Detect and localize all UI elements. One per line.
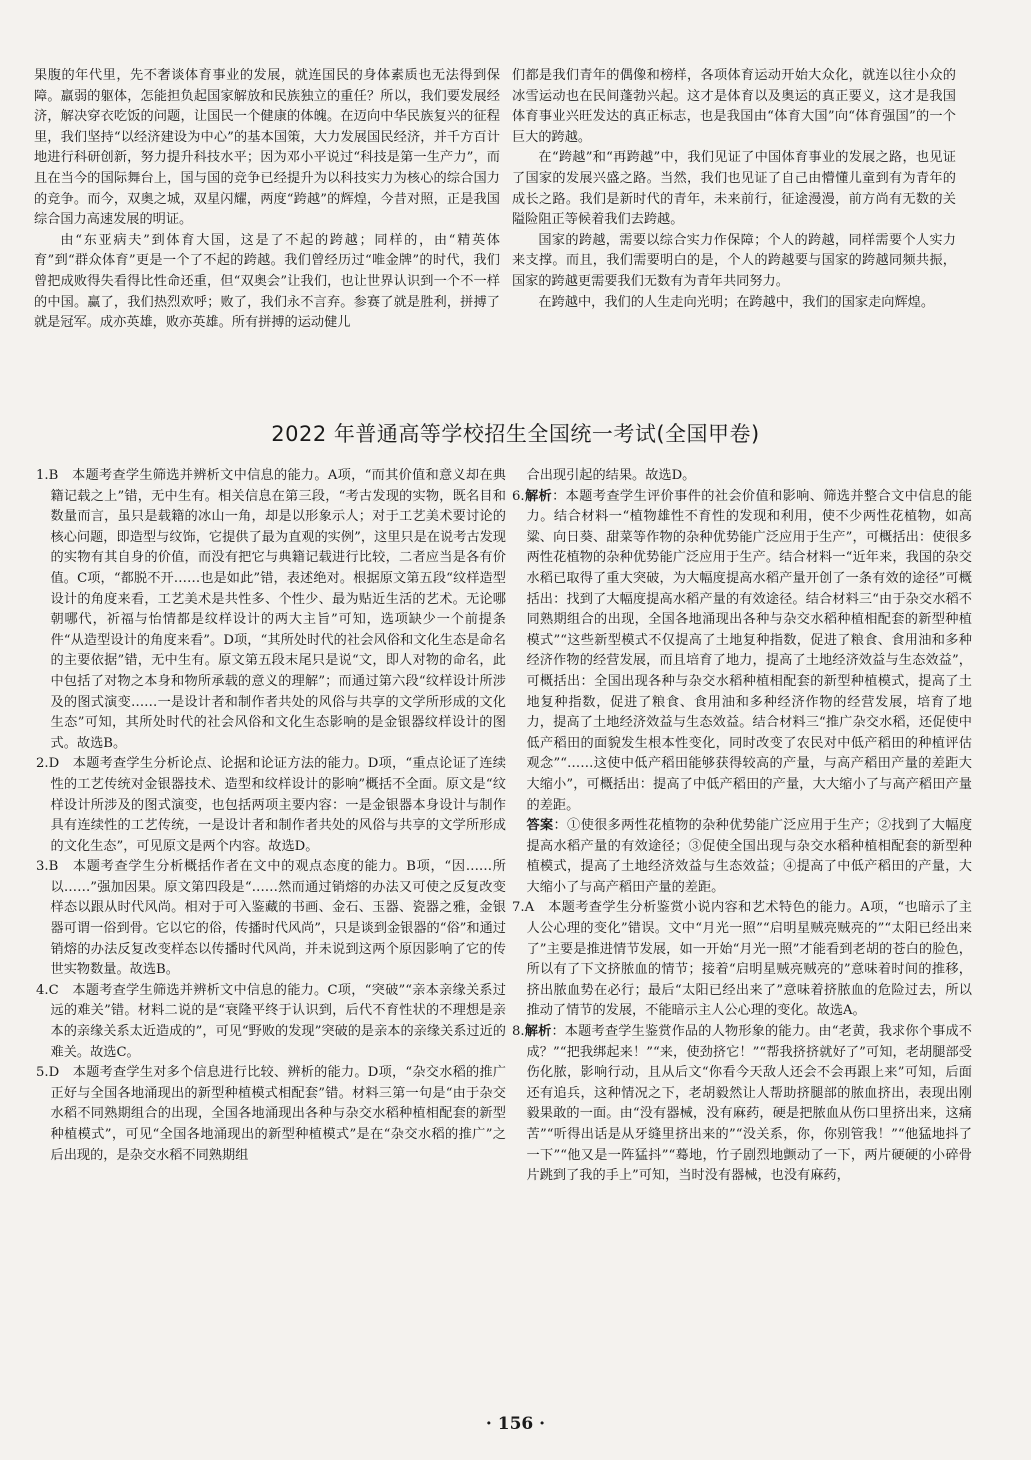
answer-block (512, 816, 972, 898)
answer-item (512, 487, 972, 817)
answer-item: 7.A 本题考查学生分析鉴赏小说内容和艺术特色的能力。A项，“也暗示了主人公心理的变化”错误。文中“月光一照”“启明星贼亮贼亮的”“太阳已经出来了”主要是推进情节发展，如一开始“月光一照”才能看到老胡的苍白的脸色，所以有了下文挤脓血的情节；接着“启明星贼亮贼亮的”意味着时间的推移，挤出脓血势在必行；最后“太阳已经出来了”意味着挤脓血的危险过去，所以推动了情节的发展，不能暗示主人公心理的变化。故选A。 (512, 900, 972, 1019)
paragraph: 国家的跨越，需要以综合实力作保障；个人的跨越，同样需要个人实力来支撑。而且，我们需要明白的是，个人的跨越要与国家的跨越同频共振，国家的跨越更需要我们无数有为青年共同努力。 (512, 232, 956, 289)
answer-item (512, 1022, 972, 1187)
paragraph: 们都是我们青年的偶像和榜样，各项体育运动开始大众化，就连以往小众的冰雪运动也在民间蓬勃兴起。这才是体育以及奥运的真正要义，这才是我国体育事业兴旺发达的真正标志，也是我国由“体育大国”向“体育强国”的一个巨大的跨越。 (512, 68, 956, 145)
answer-label: 答案 (526, 818, 554, 834)
paragraph: 在“跨越”和“再跨越”中，我们见证了中国体育事业的发展之路，也见证了国家的发展兴盛之路。当然，我们也见证了自己由懵懂儿童到有为青年的成长之路。我们是新时代的青年，未来前行，征途漫漫，前方尚有无数的关隘险阻正等候着我们去跨越。 (512, 150, 956, 228)
item-number: 6. (512, 488, 525, 504)
bottom-right-column (512, 466, 972, 1187)
answer-item: 1.B 本题考查学生筛选并辨析文中信息的能力。A项，“而其价值和意义却在典籍记载之上”错，无中生有。相关信息在第三段，“考古发现的实物，既名目和数量而言，虽只是载籍的冰山一角，却是以形象示人；对于工艺美术要讨论的核心问题，即造型与纹饰，它提供了最为直观的实例”，这里只是在说考古发现的实物有其自身的价值，而没有把它与典籍记载进行比较，二者应当是各有价值。C项，“都脱不开……也是如此”错，表述绝对。根据原文第五段“纹样造型设计的角度来看，工艺美术是共性多、个性少、最为贴近生活的艺术。无论哪朝哪代，祈福与怡情都是纹样设计的两大主旨”可知，选项缺少一个前提条件“从造型设计的角度来看”。D项，“其所处时代的社会风俗和文化生态是命名的主要依据”错，无中生有。原文第五段末尾只是说“文，即人对物的命名，此中包括了对物之本身和物所承载的意义的理解”；而通过第六段“纹样设计所涉及的图式演变……一是设计者和制作者共处的风俗与共享的文学所形成的文化生态”可知，其所处时代的社会风俗和文化生态影响的是金银器纹样设计的图式。故选B。 (36, 468, 506, 751)
section-title: 2022 年普通高等学校招生全国统一考试(全国甲卷) (271, 422, 760, 446)
analysis-label: 解析 (524, 1024, 552, 1040)
top-left-column (34, 66, 500, 334)
bottom-left-column (36, 466, 506, 1166)
page-number: · 156 · (485, 1414, 546, 1434)
analysis-text: ：本题考查学生鉴赏作品的人物形象的能力。由“老黄，我求你个事成不成？”“把我绑起来！”“来，使劲挤它！”“帮我挤挤就好了”可知，老胡腿部受伤化脓，影响行动，且从后文“你看今天敌人还会不会再跟上来”可知，后面还有追兵，这种情况之下，老胡毅然让人帮助挤腿部的脓血挤出，表现出刚毅果敢的一面。由“没有器械，没有麻药，硬是把脓血从伤口里挤出来，这痛苦”“听得出话是从牙缝里挤出来的”“没关系，你，你别管我！”“他猛地抖了一下”“他又是一阵猛抖”“蓦地，竹子剧烈地颤动了一下，两片硬硬的小碎骨片跳到了我的手上”可知，当时没有器械，也没有麻药， (526, 1024, 972, 1184)
answer-item: 3.B 本题考查学生分析概括作者在文中的观点态度的能力。B项，“因……所以……”强加因果。原文第四段是“……然而通过销熔的办法又可使之反复改变样态以跟从时代风尚。相对于可入鉴藏的书画、金石、玉器、瓷器之雅，金银器可谓一俗到骨。它以它的俗，传播时代风尚”，只是谈到金银器的“俗”和通过销熔的办法反复改变样态以传播时代风尚，并未说到这两个原因影响了它的传世实物数量。故选B。 (36, 859, 506, 978)
answer-item-continuation: 合出现引起的结果。故选D。 (526, 468, 696, 483)
answer-item: 4.C 本题考查学生筛选并辨析文中信息的能力。C项，“突破”“亲本亲缘关系过远的难关”错。材料二说的是“衰隆平终于认识到，后代不育性状的不理想是亲本的亲缘关系太近造成的”，可见“野败的发现”突破的是亲本的亲缘关系过近的难关。故选C。 (36, 982, 506, 1060)
analysis-label: 解析 (524, 488, 553, 504)
answer-text: ：①使很多两性花植物的杂种优势能广泛应用于生产；②找到了大幅度提高水稻产量的有效途径；③促使全国出现与杂交水稻种植相配套的新型种植模式，提高了土地经济效益与生态效益；④提高了中低产稻田的产量，大大缩小了与高产稻田产量的差距。 (526, 818, 973, 895)
paragraph: 由“东亚病夫”到体育大国，这是了不起的跨越；同样的，由“精英体育”到“群众体育”更是一个了不起的跨越。我们曾经历过“唯金牌”的时代，我们曾把成败得失看得比性命还重，但“双奥会”让我们，也让世界认识到一个不一样的中国。赢了，我们热烈欢呼；败了，我们永不言弃。参赛了就是胜利，拼搏了就是冠军。成亦英雄，败亦英雄。所有拼搏的运动健儿 (34, 232, 500, 331)
answer-item: 2.D 本题考查学生分析论点、论据和论证方法的能力。D项，“重点论证了连续性的工艺传统对金银器技术、造型和纹样设计的影响”概括不全面。原文是“纹样设计所涉及的图式演变，也包括两项主要内容：一是金银器本身设计与制作具有连续性的工艺传统，一是设计者和制作者共处的风俗与共享的文学所形成的文化生态”，可见原文是两个内容。故选D。 (36, 756, 506, 854)
item-number: 8. (512, 1024, 525, 1040)
paragraph: 在跨越中，我们的人生走向光明；在跨越中，我们的国家走向辉煌。 (538, 294, 935, 310)
analysis-text: ：本题考查学生评价事件的社会价值和影响、筛选并整合文中信息的能力。结合材料一“植物雄性不育性的发现和利用，使不少两性花植物，如高粱、向日葵、甜菜等作物的杂种优势能广泛应用于生产”，可概括出：使很多两性花植物的杂种优势能广泛应用于生产。结合材料一“近年来，我国的杂交水稻已取得了重大突破，为大幅度提高水稻产量开创了一条有效的途径”可概括出：找到了大幅度提高水稻产量的有效途径。结合材料三“由于杂交水稻不同熟期组合的出现，全国各地涌现出各种与杂交水稻种植相配套的新型种植模式”“这些新型模式不仅提高了土地复种指数，促进了粮食、食用油和多种经济作物的经营发展，而且培育了地力，提高了土地经济效益与生态效益”，可概括出：全国出现各种与杂交水稻种植相配套的新型种植模式，提高了土地复种指数，促进了粮食、食用油和多种经济作物的经营发展，培育了地力，提高了土地经济效益与生态效益。结合材料三“推广杂交水稻，还促使中低产稻田的面貌发生根本性变化，同时改变了农民对中低产稻田的种植评估观念”“……这使中低产稻田能够获得较高的产量，与高产稻田产量的差距大大缩小”，可概括出：提高了中低产稻田的产量，大大缩小了与高产稻田产量的差距。 (526, 488, 973, 813)
paragraph: 果腹的年代里，先不奢谈体育事业的发展，就连国民的身体素质也无法得到保障。羸弱的躯体，怎能担负起国家解放和民族独立的重任？所以，我们要发展经济，解决穿衣吃饭的问题，让国民一个健康的体魄。在迈向中华民族复兴的征程里，我们坚持“以经济建设为中心”的基本国策，大力发展国民经济，并千方百计地进行科研创新，努力提升科技水平；因为邓小平说过“科技是第一生产力”，而且在当今的国际舞台上，国与国的竞争已经提升为以科技实力为核心的综合国力的竞争。而今，双奥之城，双星闪耀，两度“跨越”的辉煌，今昔对照，正是我国综合国力高速发展的明证。 (34, 68, 500, 228)
answer-item: 5.D 本题考查学生对多个信息进行比较、辨析的能力。D项，“杂交水稻的推广正好与全国各地涌现出的新型种植模式相配套”错。材料三第一句是“由于杂交水稻不同熟期组合的出现，全国各地涌现出各种与杂交水稻种植相配套的新型种植模式”，可见“全国各地涌现出的新型种植模式”是在“杂交水稻的推广”之后出现的，是杂交水稻不同熟期组 (36, 1065, 506, 1163)
top-right-column (512, 66, 956, 313)
